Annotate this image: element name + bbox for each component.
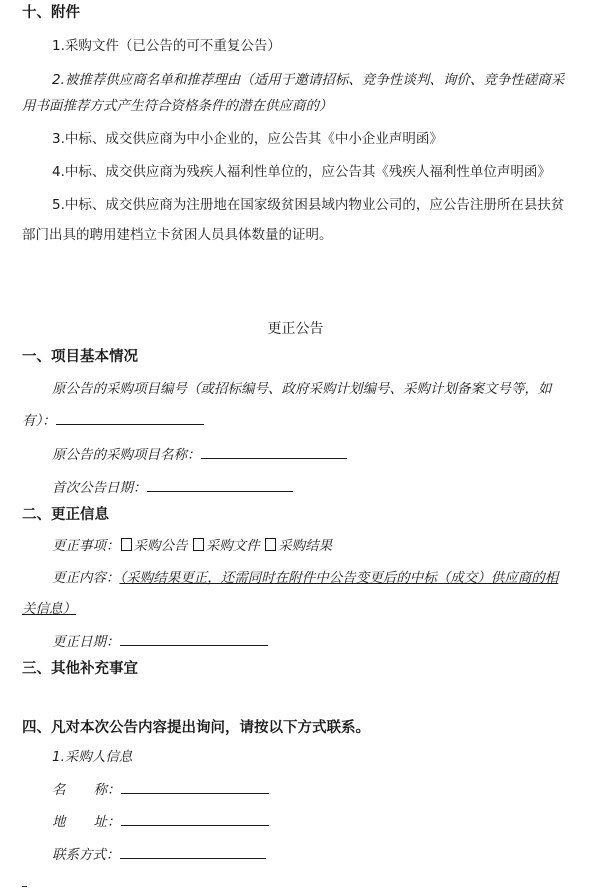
correction-content-label: 更正内容： — [52, 570, 120, 586]
section-heading-attachments: 十、附件 — [22, 5, 80, 21]
original-project-number-line-2 — [22, 411, 204, 430]
first-notice-date-row — [52, 478, 293, 497]
purchaser-name-label-b: 称： — [93, 782, 121, 798]
section-heading-correction-info: 二、更正信息 — [22, 507, 109, 523]
original-project-name-row — [52, 445, 347, 464]
attachment-item-5-line-1: 5.中标、成交供应商为注册地在国家级贫困县域内物业公司的，应公告注册所在县扶贫 — [52, 197, 565, 213]
checkbox-document[interactable] — [193, 538, 204, 551]
first-notice-date-blank — [147, 478, 293, 492]
purchaser-address-label-a: 地 — [52, 814, 66, 830]
attachment-item-2-line-2: 用书面推荐方式产生符合资格条件的潜在供应商的） — [22, 98, 333, 114]
purchaser-address-blank — [121, 812, 269, 826]
section-heading-project-info: 一、项目基本情况 — [22, 349, 138, 365]
correction-content-text-1: （采购结果更正，还需同时在附件中公告变更后的中标（成交）供应商的相 — [119, 570, 559, 586]
original-project-number-label-end: 有）： — [22, 413, 56, 429]
correction-date-label: 更正日期： — [52, 634, 120, 650]
original-project-number-blank — [56, 411, 204, 425]
original-project-name-blank — [201, 445, 347, 459]
attachment-item-3: 3.中标、成交供应商为中小企业的，应公告其《中小企业声明函》 — [52, 131, 443, 147]
attachment-item-1: 1.采购文件（已公告的可不重复公告） — [52, 38, 281, 54]
purchaser-info-heading: 1.采购人信息 — [52, 749, 133, 765]
purchaser-name-blank — [121, 780, 269, 794]
correction-matter-label: 更正事项： — [52, 538, 120, 554]
checkbox-notice-label: 采购公告 — [133, 538, 188, 554]
checkbox-notice[interactable] — [121, 538, 132, 551]
correction-matter-row — [52, 537, 332, 555]
checkbox-document-label: 采购文件 — [205, 538, 260, 554]
first-notice-date-label: 首次公告日期： — [52, 480, 147, 496]
page-edge-mark — [22, 886, 27, 887]
purchaser-address-row — [52, 812, 269, 831]
purchaser-name-label-a: 名 — [52, 782, 66, 798]
purchaser-contact-row — [52, 845, 266, 864]
original-project-name-label: 原公告的采购项目名称： — [52, 447, 201, 463]
correction-content-line-1 — [52, 569, 558, 587]
attachment-item-5-line-2: 部门出具的聘用建档立卡贫困人员具体数量的证明。 — [22, 227, 333, 243]
purchaser-address-label-b: 址： — [93, 814, 121, 830]
correction-content-line-2: 关信息） — [22, 601, 76, 617]
purchaser-contact-blank — [120, 845, 266, 859]
checkbox-result-label: 采购结果 — [278, 538, 333, 554]
attachment-item-2-line-1: 2.被推荐供应商名单和推荐理由（适用于邀请招标、竞争性谈判、询价、竞争性磋商采 — [52, 72, 565, 88]
section-heading-contact: 四、凡对本次公告内容提出询问，请按以下方式联系。 — [22, 720, 370, 736]
purchaser-name-row — [52, 780, 269, 799]
section-heading-other-matters: 三、其他补充事宜 — [22, 661, 138, 677]
checkbox-result[interactable] — [265, 538, 276, 551]
correction-date-blank — [120, 632, 268, 646]
original-project-number-line-1: 原公告的采购项目编号（或招标编号、政府采购计划编号、采购计划备案文号等，如 — [52, 381, 552, 397]
correction-date-row — [52, 632, 268, 651]
attachment-item-4: 4.中标、成交供应商为残疾人福利性单位的，应公告其《残疾人福利性单位声明函》 — [52, 164, 551, 180]
purchaser-contact-label: 联系方式： — [52, 847, 120, 863]
correction-notice-title: 更正公告 — [267, 321, 324, 337]
